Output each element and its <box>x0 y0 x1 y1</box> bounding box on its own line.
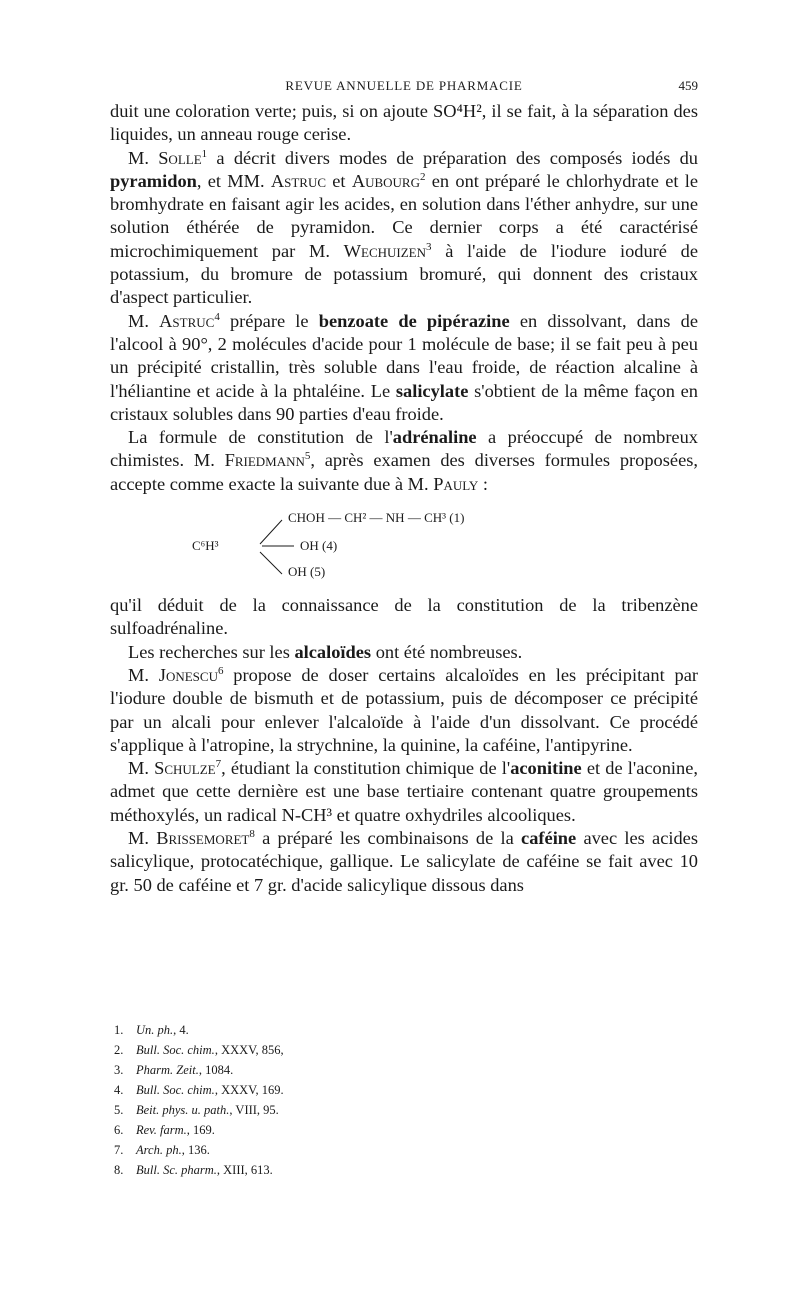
author-pauly: Pauly <box>433 473 479 494</box>
footnote-number: 4. <box>114 1083 124 1097</box>
text-run: : <box>478 473 488 494</box>
chemical-formula <box>110 502 698 588</box>
text-run: s'obtient de la même façon en cristaux solubles dans 90 parties d'eau froide. <box>110 380 699 424</box>
footnote-detail: , 169. <box>186 1123 215 1137</box>
footnote-number: 6. <box>114 1123 124 1137</box>
paragraph-tribenzene: qu'il déduit de la connaissance de la constitution de la tribenzène sulfoadrénaline. <box>110 595 698 639</box>
footnote-source: Bull. Sc. pharm. <box>136 1163 217 1177</box>
footnote <box>114 1080 284 1100</box>
author-brissemoret: Brissemoret <box>156 828 250 849</box>
footnote-detail: , VIII, 95. <box>229 1103 279 1117</box>
footnote-number: 7. <box>114 1143 124 1157</box>
term-alcaloides: alcaloïdes <box>294 641 372 662</box>
ref-3: 3 <box>426 240 432 253</box>
text-run: a préparé les combinaisons de la <box>254 828 522 849</box>
paragraph-alcaloides <box>110 641 698 664</box>
text-run: a préoccupé de nombreux chimistes. M. <box>110 427 698 471</box>
text-run: , étudiant la constitution chimique de l' <box>221 758 511 779</box>
term-adrenaline: adrénaline <box>392 427 477 448</box>
footnote-number: 5. <box>114 1103 124 1117</box>
page <box>110 74 698 897</box>
formula-base: C⁶H³ <box>192 538 219 554</box>
author-wechuizen: Wechuizen <box>343 240 426 261</box>
text-run: Les recherches sur les <box>128 641 295 662</box>
footnote-number: 2. <box>114 1043 124 1057</box>
footnote-detail: , 4. <box>173 1023 189 1037</box>
formula-line-3: OH (5) <box>288 564 326 580</box>
term-cafeine: caféine <box>521 828 577 849</box>
author-schulze: Schulze <box>154 758 216 779</box>
text-run: M. <box>128 310 160 331</box>
author-friedmann: Friedmann <box>224 450 305 471</box>
text-run: en dissolvant, dans de l'alcool à 90°, 2 molécules d'acide pour 1 molécule de base; il se fait peu à peu un précipité cristallin, très soluble dans l'eau froide, de réaction alcaline à l'héliantine et acide à la phtaléine. Le <box>110 310 698 401</box>
footnote-detail: , 1084. <box>198 1063 234 1077</box>
text-run: et <box>326 170 352 191</box>
author-jonescu: Jonescu <box>158 664 218 685</box>
footnote-source: Beit. phys. u. path. <box>136 1103 230 1117</box>
footnote-detail: , XXXV, 856, <box>214 1043 284 1057</box>
footnote-detail: , XIII, 613. <box>216 1163 273 1177</box>
text-run: M. <box>128 147 159 168</box>
footnote <box>114 1040 284 1060</box>
term-salicylate: salicylate <box>395 380 469 401</box>
term-pyramidon: pyramidon <box>110 170 197 191</box>
text-run: La formule de constitution de l' <box>128 427 393 448</box>
term-benzoate: benzoate de pipérazine <box>318 310 510 331</box>
running-head <box>110 74 698 100</box>
footnote <box>114 1160 284 1180</box>
ref-6: 6 <box>217 664 224 677</box>
author-aubourg: Aubourg <box>351 170 420 191</box>
ref-2: 2 <box>420 170 426 183</box>
formula-line-2: OH (4) <box>300 538 338 554</box>
footnote <box>114 1140 284 1160</box>
text-run: à l'aide de l'iodure ioduré de potassium, du bromure de potassium bromuré, qui donnent des cristaux d'aspect particulier. <box>110 240 698 308</box>
footnote-detail: , 136. <box>181 1143 210 1157</box>
footnote-source: Rev. farm. <box>136 1123 187 1137</box>
text-run: M. <box>128 828 157 849</box>
ref-8: 8 <box>249 827 255 840</box>
page-number: 459 <box>678 78 698 93</box>
text-run: et de l'aconine, admet que cette dernière est une base tertiaire contenant quatre groupements méthoxylés, un radical N-CH³ et quatre oxhydriles alcooliques. <box>110 758 698 825</box>
term-aconitine: aconitine <box>510 758 582 779</box>
footnotes <box>114 1020 284 1180</box>
ref-7: 7 <box>215 758 222 770</box>
paragraph-adrenaline <box>110 426 698 496</box>
footnote <box>114 1120 284 1140</box>
ref-1: 1 <box>201 147 208 160</box>
footnote-detail: , XXXV, 169. <box>214 1083 284 1097</box>
paragraph-1: duit une coloration verte; puis, si on ajoute SO⁴H², il se fait, à la séparation des liquides, un anneau rouge cerise. <box>110 101 698 145</box>
footnote-source: Bull. Soc. chim. <box>136 1083 215 1097</box>
paragraph-jonescu <box>110 664 698 757</box>
author-solle: Solle <box>158 147 202 168</box>
text-run: prépare le <box>219 310 319 331</box>
text-run: , après examen des diverses formules proposées, accepte comme exacte la suivante due à M. <box>110 450 698 494</box>
paragraph-astruc <box>110 310 698 426</box>
paragraph-solle <box>110 147 698 310</box>
footnote-source: Pharm. Zeit. <box>136 1063 199 1077</box>
paragraph-brissemoret <box>110 827 698 897</box>
footnote <box>114 1020 284 1040</box>
text-run: propose de doser certains alcaloïdes en les précipitant par l'iodure double de bismuth et de potassium, puis de décomposer ce précipité par un alcali pour enlever l'alcaloïde à l'aide d'un dissolvant. Ce procédé s'applique à l'atropine, la strychnine, la quinine, la caféine, l'antipyrine. <box>110 664 698 755</box>
paragraph-schulze <box>110 757 698 827</box>
text-run: ont été nombreuses. <box>371 641 523 662</box>
text-run: , et MM. <box>196 170 271 191</box>
footnote-number: 8. <box>114 1163 124 1177</box>
text-run: a décrit divers modes de préparation des composés iodés du <box>207 147 698 168</box>
footnote-number: 3. <box>114 1063 124 1077</box>
footnote-number: 1. <box>114 1023 124 1037</box>
text-run: en ont préparé le chlorhydrate et le bromhydrate en faisant agir les acides, en solution dans l'éther anhydre, sur une solution éthérée de pyramidon. Ce dernier corps a été caractérisé microchimiquement par M. <box>110 170 699 261</box>
author-astruc: Astruc <box>270 170 327 191</box>
footnote <box>114 1100 284 1120</box>
text-run: avec les acides salicylique, protocatéchique, gallique. Le salicylate de caféine se fait avec 10 gr. 50 de caféine et 7 gr. d'acide salicylique dissous dans <box>110 828 698 895</box>
footnote <box>114 1060 284 1080</box>
running-title: REVUE ANNUELLE DE PHARMACIE <box>285 78 523 93</box>
footnote-source: Arch. ph. <box>136 1143 182 1157</box>
ref-4: 4 <box>214 310 220 323</box>
footnote-source: Un. ph. <box>136 1023 174 1037</box>
footnote-source: Bull. Soc. chim. <box>136 1043 215 1057</box>
text-run: M. <box>128 758 155 779</box>
author-astruc-2: Astruc <box>159 310 215 331</box>
formula-line-1: CHOH — CH² — NH — CH³ (1) <box>288 510 465 526</box>
ref-5: 5 <box>304 450 311 463</box>
text-run: M. <box>128 664 159 685</box>
